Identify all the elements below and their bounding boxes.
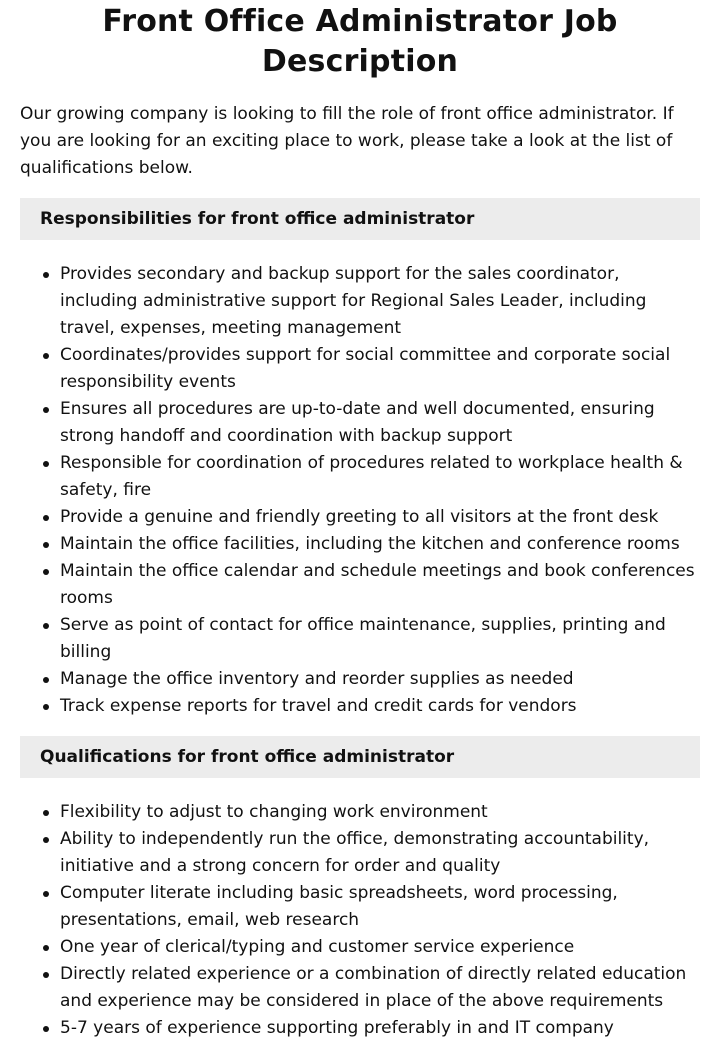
list-item: One year of clerical/typing and customer service experience <box>60 934 700 961</box>
list-item: Maintain the office facilities, including the kitchen and conference rooms <box>60 531 700 558</box>
list-item: Flexibility to adjust to changing work environment <box>60 799 700 826</box>
list-item: Responsible for coordination of procedures related to workplace health & safety, fire <box>60 450 700 504</box>
list-item: Ensures all procedures are up-to-date and well documented, ensuring strong handoff and coordination with backup support <box>60 396 700 450</box>
list-item: Provide a genuine and friendly greeting to all visitors at the front desk <box>60 504 700 531</box>
responsibilities-list <box>20 261 700 720</box>
list-item: Manage the office inventory and reorder supplies as needed <box>60 666 700 693</box>
intro-paragraph: Our growing company is looking to fill the role of front office administrator. If you are looking for an exciting place to work, please take a look at the list of qualifications below. <box>20 104 674 178</box>
list-item: Coordinates/provides support for social committee and corporate social responsibility events <box>60 342 700 396</box>
qualifications-list <box>20 799 700 1042</box>
qualifications-heading: Qualifications for front office administrator <box>20 736 700 778</box>
list-item: 5-7 years of experience supporting preferably in and IT company <box>60 1015 700 1042</box>
list-item: Serve as point of contact for office maintenance, supplies, printing and billing <box>60 612 700 666</box>
responsibilities-heading: Responsibilities for front office administrator <box>20 198 700 240</box>
list-item: Computer literate including basic spreadsheets, word processing, presentations, email, web research <box>60 880 700 934</box>
list-item: Maintain the office calendar and schedule meetings and book conferences rooms <box>60 558 700 612</box>
list-item: Provides secondary and backup support for the sales coordinator, including administrative support for Regional Sales Leader, including travel, expenses, meeting management <box>60 261 700 342</box>
job-description-page <box>0 2 720 1042</box>
list-item: Directly related experience or a combination of directly related education and experience may be considered in place of the above requirements <box>60 961 700 1015</box>
list-item: Ability to independently run the office, demonstrating accountability, initiative and a strong concern for order and quality <box>60 826 700 880</box>
page-title: Front Office Administrator Job Description <box>102 4 618 79</box>
list-item: Track expense reports for travel and credit cards for vendors <box>60 693 700 720</box>
